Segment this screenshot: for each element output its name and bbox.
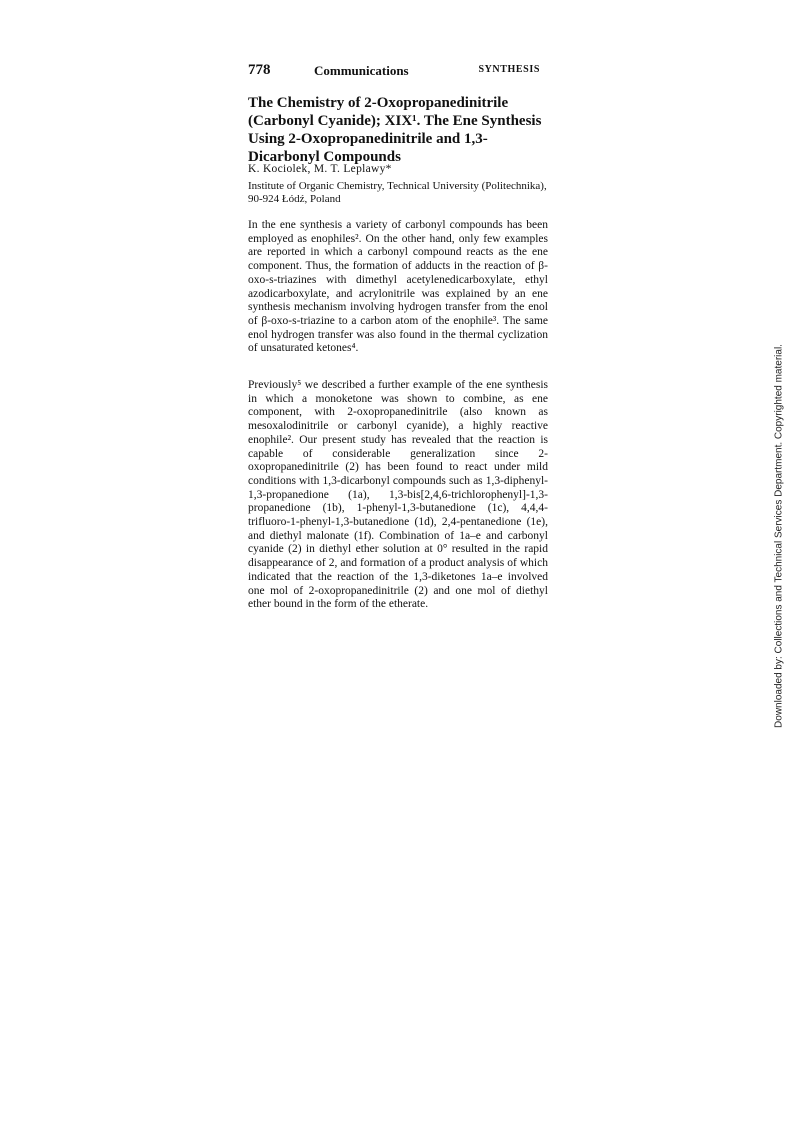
journal-name: SYNTHESIS	[478, 64, 540, 75]
author-affiliation: Institute of Organic Chemistry, Technical University (Politechnika), 90-924 Łódź, Poland	[248, 180, 547, 205]
article-authors: K. Kociolek, M. T. Leplawy*	[248, 163, 392, 175]
download-notice	[768, 344, 790, 728]
article-title: The Chemistry of 2-Oxopropanedinitrile (Carbonyl Cyanide); XIX¹. The Ene Synthesis Using 2-Oxopropanedinitrile and 1,3-Dicarbonyl Compounds	[248, 95, 542, 165]
page-number: 778	[248, 62, 271, 78]
download-notice-text: Downloaded by: Collections and Technical Services Department. Copyrighted material.	[773, 344, 785, 728]
page-header	[248, 62, 548, 80]
body-paragraph-1: In the ene synthesis a variety of carbonyl compounds has been employed as enophiles². On the other hand, only few examples are reported in which a carbonyl compound reacts as the ene component. Thus, the formation of adducts in the reaction of β-oxo-s-triazines with dimethyl acetylenedicarboxylate, ethyl azodicarboxylate, and acrylonitrile was explained by an ene synthesis mechanism involving hydrogen transfer from the enol of β-oxo-s-triazine to a carbon atom of the enophile³. The same enol hydrogen transfer was also found in the thermal cyclization of unsaturated ketones⁴.	[248, 219, 548, 355]
section-name: Communications	[314, 63, 409, 78]
body-paragraph-2: Previously⁵ we described a further example of the ene synthesis in which a monoketone was shown to combine, as ene component, with 2-oxopropanedinitrile (also known as mesoxalodinitrile or carbonyl cyanide), a highly reactive enophile². Our present study has revealed that the reaction is capable of considerable generalization since 2-oxopropanedinitrile (2) has been found to react under mild conditions with 1,3-dicarbonyl compounds such as 1,3-diphenyl-1,3-propanedione (1a), 1,3-bis[2,4,6-trichlorophenyl]-1,3-propanedione (1b), 1-phenyl-1,3-butanedione (1c), 4,4,4-trifluoro-1-phenyl-1,3-butanedione (1d), 2,4-pentanedione (1e), and diethyl malonate (1f). Combination of 1a–e and carbonyl cyanide (2) in diethyl ether solution at 0° resulted in the rapid disappearance of 2, and formation of a product analysis of which indicated that the reaction of the 1,3-diketones 1a–e involved one mol of 2-oxopropanedinitrile (2) and one mol of diethyl ether bound in the form of the etherate.	[248, 379, 548, 611]
